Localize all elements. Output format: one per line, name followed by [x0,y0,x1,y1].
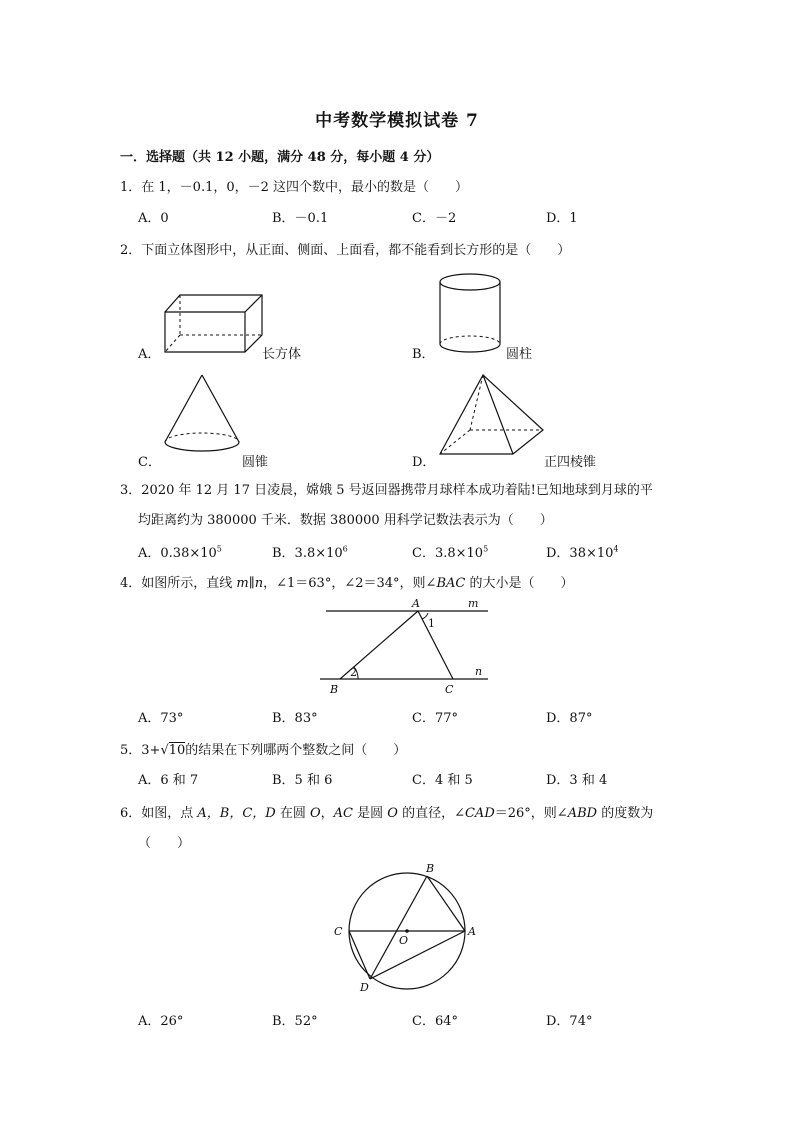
q4-option-b: B．83° [272,711,318,726]
q5-option-c: C．4 和 5 [412,773,473,788]
fig6-label-b: B [426,862,435,875]
q6-stem: 6．如图，点 A，B，C，D 在圆 O，AC 是圆 O 的直径，∠CAD＝26°，则∠ABD 的度数为 [120,806,654,821]
fig4-label-a: A [412,597,420,610]
q1-option-c: C．－2 [412,211,457,226]
square-pyramid-figure [435,372,550,462]
cone-figure [160,372,245,462]
fig6-label-d: D [360,981,369,994]
q5-option-b: B．5 和 6 [272,773,333,788]
q3-option-b: B．$3.8\times 10^6$ [272,544,348,561]
fig6-label-o: O [399,934,409,947]
q4-option-d: D．87° [546,711,593,726]
cuboid-figure [160,290,270,360]
q6-option-a: A．26° [138,1014,184,1029]
sqrt-radicand: 10 [168,743,186,758]
q6-option-d: D．74° [546,1014,593,1029]
fig4-label-angle1: 1 [428,617,435,630]
q2-label-cuboid: 长方体 [262,347,302,362]
q3-stem-line1: 3．2020 年 12 月 17 日凌晨，嫦娥 5 号返回器携带月球样本成功着陆!已知地球到月球的平 [120,483,653,498]
q4-option-c: C．77° [412,711,458,726]
q6-stem-line2: （ ） [138,836,191,851]
cylinder-figure [438,272,508,357]
q1-option-a: A．0 [138,211,169,226]
q5-option-d: D．3 和 4 [546,773,608,788]
q4-option-a: A．73° [138,711,184,726]
q6-option-b: B．52° [272,1014,318,1029]
q5-option-a: A．6 和 7 [138,773,199,788]
page-title: 中考数学模拟试卷 7 [315,111,479,131]
circle-figure [330,858,480,998]
q3-option-a: A．$0.38\times 10^5$ [138,544,222,561]
q3-stem-line2: 均距离约为 380000 千米．数据 380000 用科学记数法表示为（ ） [138,513,553,528]
fig4-label-m: m [468,597,479,610]
fig4-label-b: B [330,683,339,696]
q1-stem: 1．在 1，－0.1，0，－2 这四个数中，最小的数是（ ） [120,180,469,195]
q6-option-c: C．64° [412,1014,458,1029]
q2-stem: 2．下面立体图形中，从正面、侧面、上面看，都不能看到长方形的是（ ） [120,243,571,258]
parallel-lines-figure [318,595,493,700]
q2-label-pyramid: 正四棱锥 [544,455,597,470]
fig4-label-n: n [475,665,483,678]
q3-option-d: D．$38\times 10^4$ [546,544,619,561]
q4-stem: 4．如图所示，直线 m∥n，∠1＝63°，∠2＝34°，则∠BAC 的大小是（ ） [120,576,574,591]
fig4-label-angle2: 2 [350,666,357,679]
q1-option-d: D．1 [546,211,578,226]
q5-stem: 5．3+√10的结果在下列哪两个整数之间（ ） [120,743,407,758]
fig6-label-a: A [468,925,476,938]
q2-label-cone: 圆锥 [242,455,269,470]
fig6-label-c: C [334,925,343,938]
q2-option-a: A． [138,347,161,362]
q1-option-b: B．－0.1 [272,211,329,226]
q2-option-c: C． [138,455,161,470]
fig4-label-c: C [445,683,454,696]
q2-option-b: B． [412,347,435,362]
q3-option-c: C．$3.8\times 10^5$ [412,544,489,561]
sqrt-sign: √ [160,743,169,758]
section-heading: 一．选择题（共 12 小题，满分 48 分，每小题 4 分） [120,150,440,165]
q2-option-d: D． [412,455,436,470]
q2-label-cylinder: 圆柱 [506,347,533,362]
